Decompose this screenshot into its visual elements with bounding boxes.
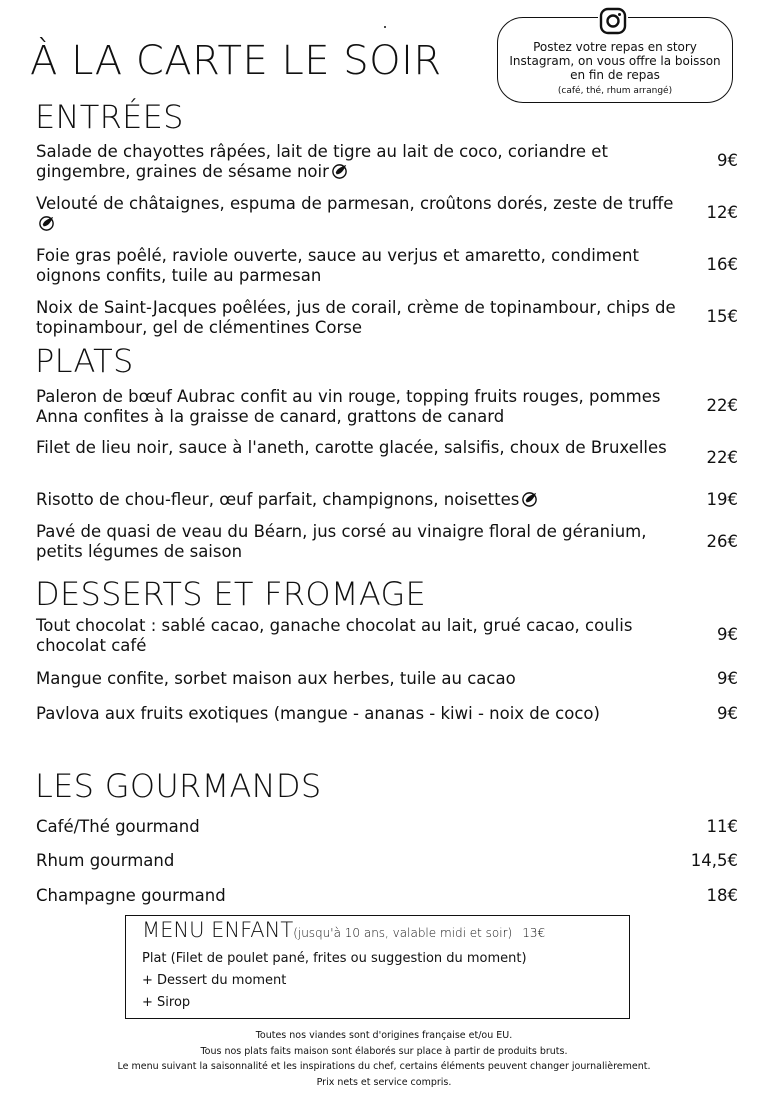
dish-price: 22€ <box>706 396 738 415</box>
menu-item <box>36 704 676 724</box>
decorative-dot <box>384 26 386 28</box>
dish-price: 22€ <box>706 448 738 467</box>
section-title-plats: PLATS <box>35 342 134 380</box>
kids-menu-line: + Dessert du moment <box>142 973 287 988</box>
menu-item <box>36 194 676 234</box>
dish-name: Champagne gourmand <box>36 886 226 905</box>
dish-name: Velouté de châtaignes, espuma de parmesan, croûtons dorés, zeste de truffe <box>36 194 674 213</box>
dish-price: 12€ <box>706 203 738 222</box>
dish-name: Foie gras poêlé, raviole ouverte, sauce au verjus et amaretto, condiment oignons confits, tuile au parmesan <box>36 246 639 285</box>
dish-price: 9€ <box>717 625 738 644</box>
dish-name: Pavé de quasi de veau du Béarn, jus corsé au vinaigre floral de géranium, petits légumes de saison <box>36 522 647 561</box>
menu-item <box>36 522 676 562</box>
vegetarian-icon <box>38 215 55 232</box>
menu-item <box>36 886 676 906</box>
menu-item <box>36 490 676 510</box>
section-title-gourmands: LES GOURMANDS <box>35 767 322 805</box>
dish-price: 26€ <box>706 532 738 551</box>
kids-menu-line: + Sirop <box>142 995 191 1010</box>
kids-menu-box <box>125 915 630 1019</box>
instagram-promo-note: (café, thé, rhum arrangé) <box>557 86 673 96</box>
menu-item <box>36 438 676 458</box>
menu-item <box>36 851 676 871</box>
menu-item <box>36 817 676 837</box>
dish-name: Filet de lieu noir, sauce à l'aneth, carotte glacée, salsifis, choux de Bruxelles <box>36 438 667 457</box>
menu-item <box>36 387 676 427</box>
section-title-desserts: DESSERTS ET FROMAGE <box>35 575 427 613</box>
kids-menu-price: 13€ <box>522 926 546 940</box>
footer-line: Le menu suivant la saisonnalité et les inspirations du chef, certains éléments peuvent changer journalièrement. <box>117 1061 651 1072</box>
dish-name: Mangue confite, sorbet maison aux herbes, tuile au cacao <box>36 669 516 688</box>
vegetarian-icon <box>521 491 538 508</box>
kids-menu-heading <box>142 918 545 942</box>
dish-name: Paleron de bœuf Aubrac confit au vin rouge, topping fruits rouges, pommes Anna confites à la graisse de canard, grattons de canard <box>36 387 661 426</box>
section-title-entrees: ENTRÉES <box>35 98 184 136</box>
vegetarian-icon <box>331 163 348 180</box>
dish-name: Tout chocolat : sablé cacao, ganache chocolat au lait, grué cacao, coulis chocolat café <box>36 616 633 655</box>
dish-price: 16€ <box>706 255 738 274</box>
dish-price: 14,5€ <box>690 851 738 870</box>
menu-item <box>36 669 676 689</box>
dish-price: 9€ <box>717 704 738 723</box>
kids-menu-line: Plat (Filet de poulet pané, frites ou suggestion du moment) <box>142 951 527 966</box>
page-title: À LA CARTE LE SOIR <box>30 38 442 84</box>
dish-name: Pavlova aux fruits exotiques (mangue - ananas - kiwi - noix de coco) <box>36 704 600 723</box>
instagram-promo-box <box>497 17 733 103</box>
footer-line: Prix nets et service compris. <box>316 1076 452 1088</box>
dish-name: Salade de chayottes râpées, lait de tigre au lait de coco, coriandre et gingembre, graines de sésame noir <box>36 142 608 181</box>
dish-name: Café/Thé gourmand <box>36 817 200 836</box>
menu-item <box>36 142 676 182</box>
dish-price: 15€ <box>706 307 738 326</box>
dish-price: 18€ <box>706 886 738 905</box>
menu-item <box>36 298 676 338</box>
footer-line: Tous nos plats faits maison sont élaborés sur place à partir de produits bruts. <box>200 1045 568 1057</box>
dish-price: 19€ <box>706 490 738 509</box>
dish-price: 9€ <box>717 151 738 170</box>
instagram-icon <box>598 6 628 36</box>
dish-name: Risotto de chou-fleur, œuf parfait, champignons, noisettes <box>36 490 520 509</box>
footer-line: Toutes nos viandes sont d'origines française et/ou EU. <box>255 1030 513 1041</box>
dish-name: Rhum gourmand <box>36 851 175 870</box>
footer-notes <box>0 1028 768 1090</box>
dish-price: 11€ <box>706 817 738 836</box>
dish-name: Noix de Saint-Jacques poêlées, jus de corail, crème de topinambour, chips de topinambour, gel de clémentines Corse <box>36 298 676 337</box>
kids-menu-title: MENU ENFANT <box>142 918 294 942</box>
kids-menu-subtitle: (jusqu'à 10 ans, valable midi et soir) <box>293 926 513 940</box>
menu-item <box>36 616 676 656</box>
instagram-promo-text: Postez votre repas en story Instagram, on vous offre la boisson en fin de repas <box>509 40 721 82</box>
dish-price: 9€ <box>717 669 738 688</box>
menu-item <box>36 246 676 286</box>
